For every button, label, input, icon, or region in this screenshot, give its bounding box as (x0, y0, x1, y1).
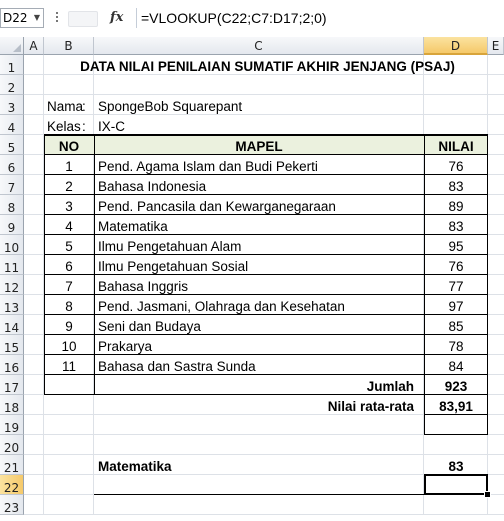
table-border (424, 434, 488, 435)
row-header-14[interactable]: 14 (0, 315, 24, 335)
name-box[interactable] (0, 8, 44, 28)
subject-mapel[interactable]: Bahasa Indonesia (98, 179, 207, 194)
row-header-11[interactable]: 11 (0, 255, 24, 275)
row-header-12[interactable]: 12 (0, 275, 24, 295)
subject-mapel[interactable]: Pend. Jasmani, Olahraga dan Kesehatan (98, 299, 345, 314)
kelas-colon[interactable]: : (82, 119, 86, 134)
jumlah-value[interactable]: 923 (444, 379, 468, 394)
row-header-9[interactable]: 9 (0, 215, 24, 235)
column-header-a[interactable]: A (24, 37, 44, 55)
subject-nilai[interactable]: 89 (448, 199, 464, 214)
subject-nilai[interactable]: 83 (448, 219, 464, 234)
grid-row-line (24, 514, 504, 515)
header-nilai[interactable]: NILAI (438, 139, 474, 154)
subject-mapel[interactable]: Prakarya (98, 339, 153, 354)
subject-no[interactable]: 1 (65, 159, 73, 174)
subject-nilai[interactable]: 84 (448, 359, 464, 374)
subject-nilai[interactable]: 95 (448, 239, 464, 254)
subject-mapel[interactable]: Ilmu Pengetahuan Sosial (98, 259, 249, 274)
subject-nilai[interactable]: 78 (448, 339, 464, 354)
fill-handle[interactable] (484, 491, 491, 498)
nama-colon[interactable]: : (82, 99, 86, 114)
rata-label[interactable]: Nilai rata-rata (327, 399, 414, 414)
subject-mapel[interactable]: Ilmu Pengetahuan Alam (98, 239, 242, 254)
formula-buttons-placeholder (68, 11, 98, 27)
kelas-value[interactable]: IX-C (98, 119, 125, 134)
subject-no[interactable]: 4 (65, 219, 73, 234)
kelas-label[interactable]: Kelas (47, 119, 81, 134)
subject-nilai[interactable]: 85 (448, 319, 464, 334)
row-header-17[interactable]: 17 (0, 375, 24, 395)
nama-value[interactable]: SpongeBob Squarepant (98, 99, 243, 114)
row-header-15[interactable]: 15 (0, 335, 24, 355)
subject-no[interactable]: 3 (65, 199, 73, 214)
subject-nilai[interactable]: 83 (448, 179, 464, 194)
select-all-corner[interactable] (0, 37, 24, 55)
subject-no[interactable]: 8 (65, 299, 73, 314)
subject-mapel[interactable]: Bahasa Inggris (98, 279, 189, 294)
table-border (94, 134, 95, 395)
header-mapel[interactable]: MAPEL (235, 139, 283, 154)
row-header-7[interactable]: 7 (0, 175, 24, 195)
subject-nilai[interactable]: 97 (448, 299, 464, 314)
subject-no[interactable]: 9 (65, 319, 73, 334)
subject-no[interactable]: 5 (65, 239, 73, 254)
row-header-20[interactable]: 20 (0, 435, 24, 455)
column-header-b[interactable]: B (44, 37, 94, 55)
row-header-6[interactable]: 6 (0, 155, 24, 175)
row-header-4[interactable]: 4 (0, 115, 24, 135)
subject-no[interactable]: 11 (61, 359, 76, 374)
lookup-value[interactable]: 83 (448, 459, 464, 474)
row-header-1[interactable]: 1 (0, 55, 24, 75)
row-header-10[interactable]: 10 (0, 235, 24, 255)
column-header-e[interactable]: E (488, 37, 504, 55)
row-header-16[interactable]: 16 (0, 355, 24, 375)
row-header-21[interactable]: 21 (0, 455, 24, 475)
name-box-value: D22 (3, 11, 28, 25)
sheet-title[interactable]: DATA NILAI PENILAIAN SUMATIF AKHIR JENJANG (PSAJ) (80, 59, 455, 74)
active-cell-border (424, 474, 426, 494)
nama-label[interactable]: Nama (47, 99, 84, 114)
subject-mapel[interactable]: Bahasa dan Sastra Sunda (98, 359, 256, 374)
column-header-d[interactable]: D (424, 37, 488, 55)
subject-no[interactable]: 10 (61, 339, 77, 354)
subject-mapel[interactable]: Pend. Pancasila dan Kewarganegaraan (98, 199, 336, 214)
row-header-19[interactable]: 19 (0, 415, 24, 435)
lookup-underline (94, 494, 424, 495)
insert-function-button[interactable]: fx (110, 10, 124, 25)
row-header-13[interactable]: 13 (0, 295, 24, 315)
row-header-8[interactable]: 8 (0, 195, 24, 215)
row-header-5[interactable]: 5 (0, 135, 24, 155)
subject-mapel[interactable]: Seni dan Budaya (98, 319, 201, 334)
row-header-18[interactable]: 18 (0, 395, 24, 415)
subject-mapel[interactable]: Pend. Agama Islam dan Budi Pekerti (98, 159, 318, 174)
row-header-22[interactable]: 22 (0, 475, 24, 495)
subject-nilai[interactable]: 77 (448, 279, 464, 294)
column-header-c[interactable]: C (94, 37, 424, 55)
subject-no[interactable]: 2 (65, 179, 73, 194)
formula-input[interactable]: =VLOOKUP(C22;C7:D17;2;0) (136, 8, 504, 28)
row-header-3[interactable]: 3 (0, 95, 24, 115)
formula-bar-controls (54, 8, 108, 28)
subject-nilai[interactable]: 76 (448, 159, 464, 174)
rata-value[interactable]: 83,91 (439, 399, 473, 414)
jumlah-label[interactable]: Jumlah (366, 379, 414, 394)
row-header-23[interactable]: 23 (0, 495, 24, 515)
chevron-down-icon[interactable]: ▼ (33, 13, 40, 22)
active-cell-border (424, 493, 488, 495)
drag-handle-icon[interactable] (56, 10, 64, 24)
lookup-label[interactable]: Matematika (98, 459, 172, 474)
formula-bar (0, 0, 504, 38)
subject-no[interactable]: 6 (65, 259, 73, 274)
row-header-2[interactable]: 2 (0, 75, 24, 95)
subject-nilai[interactable]: 76 (448, 259, 464, 274)
subject-mapel[interactable]: Matematika (98, 219, 168, 234)
subject-no[interactable]: 7 (65, 279, 73, 294)
header-no[interactable]: NO (58, 139, 80, 154)
